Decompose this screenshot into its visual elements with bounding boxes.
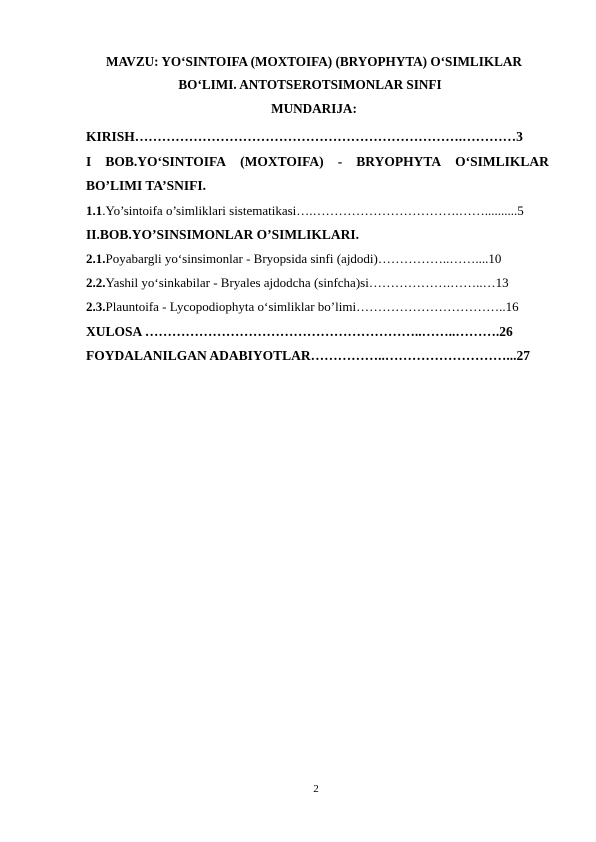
toc-entry-chapter-2: II.BOB.YO’SINSIMONLAR O’SIMLIKLARI.	[86, 227, 360, 242]
contents-heading: MUNDARIJA:	[271, 101, 357, 116]
toc-entry-adabiyotlar: FOYDALANILGAN ADABIYOTLAR……………..………………………...27	[86, 348, 531, 363]
toc-word: -	[337, 154, 343, 169]
toc-entry-chapter-1-cont: BO’LIMI TA’SNIFI.	[86, 178, 207, 193]
section-number: 2.2.	[86, 275, 106, 290]
section-number: 2.3.	[86, 299, 106, 314]
toc-entry-kirish: KIRISH……………………………………………………………….…………3	[86, 129, 523, 144]
title-line-1: MAVZU: YO‘SINTOIFA (MOXTOIFA) (BRYOPHYTA) O‘SIMLIKLAR	[106, 54, 522, 69]
toc-entry-xulosa: XULOSA ……………………………………………………..……..……….26	[86, 324, 513, 339]
toc-entry-2-2	[86, 275, 509, 291]
section-number: 2.1.	[86, 251, 106, 266]
section-title: Yashil yo‘sinkabilar - Bryales ajdodcha (sinfcha)si……………….……..…13	[105, 275, 509, 290]
toc-word: BRYOPHYTA	[356, 154, 442, 169]
toc-entry-2-3	[86, 299, 519, 315]
section-title: Poyabargli yo‘sinsimonlar - Bryopsida sinfi (ajdodi)……………..……....10	[105, 251, 502, 266]
toc-entry-2-1	[86, 251, 501, 267]
section-number: 1.1	[86, 203, 103, 218]
toc-word: O‘SIMLIKLAR	[455, 154, 549, 169]
toc-entry-chapter-1	[86, 154, 549, 170]
section-title: Plauntoifa - Lycopodiophyta o‘simliklar bo’limi……………………………..16	[105, 299, 519, 314]
title-line-2: BO‘LIMI. ANTOTSEROTSIMONLAR SINFI	[178, 77, 442, 92]
toc-word: I	[86, 154, 92, 169]
page-number: 2	[313, 783, 319, 795]
toc-word: (MOXTOIFA)	[240, 154, 324, 169]
toc-entry-1-1	[86, 203, 524, 219]
toc-word: BOB.YO‘SINTOIFA	[105, 154, 227, 169]
section-title: .Yo’sintoifa o’simliklari sistematikasi….…………………………….……..........5	[102, 203, 524, 218]
